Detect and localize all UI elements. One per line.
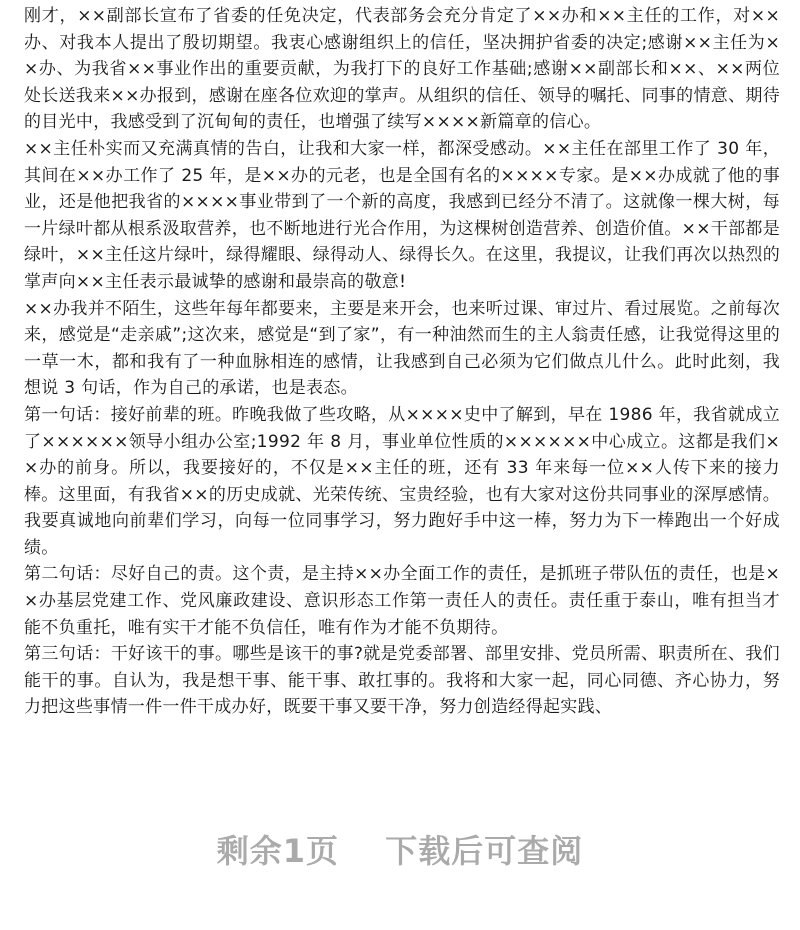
download-prompt[interactable] [0, 826, 800, 872]
paragraph-1: 刚才，××副部长宣布了省委的任免决定，代表部务会充分肯定了××办和××主任的工作，对××办、对我本人提出了殷切期望。我衷心感谢组织上的信任，坚决拥护省委的决定;感谢××主任为××办、为我省××事业作出的重要贡献，为我打下的良好工作基础;感谢××副部长和××、××两位处长送我来××办报到，感谢在座各位欢迎的掌声。从组织的信任、领导的嘱托、同事的情意、期待的目光中，我感受到了沉甸甸的责任，也增强了续写××××新篇章的信心。 [24, 6, 780, 133]
paragraph-5: 第二句话：尽好自己的责。这个责，是主持××办全面工作的责任，是抓班子带队伍的责任，也是××办基层党建工作、党风廉政建设、意识形态工作第一责任人的责任。责任重于泰山，唯有担当才能不负重托，唯有实干才能不负信任，唯有作为才能不负期待。 [24, 564, 780, 638]
paragraph-2: ××主任朴实而又充满真情的告白，让我和大家一样，都深受感动。××主任在部里工作了 30 年，其间在××办工作了 25 年，是××办的元老，也是全国有名的××××专家。是××办成就了他的事业，还是他把我省的××××事业带到了一个新的高度，我感到已经分不清了。这就像一棵大树，每一片绿叶都从根系汲取营养，也不断地进行光合作用，为这棵树创造营养、创造价值。××干部都是绿叶，××主任这片绿叶，绿得耀眼、绿得动人、绿得长久。在这里，我提议，让我们再次以热烈的掌声向××主任表示最诚挚的感谢和最崇高的敬意! [24, 138, 780, 292]
paragraph-3: ××办我并不陌生，这些年每年都要来，主要是来开会，也来听过课、审过片、看过展览。之前每次来，感觉是“走亲戚”;这次来，感觉是“到了家”，有一种油然而生的主人翁责任感，让我觉得这里的一草一木，都和我有了一种血脉相连的感情，让我感到自己必须为它们做点儿什么。此时此刻，我想说 3 句话，作为自己的承诺，也是表态。 [24, 298, 780, 399]
download-to-view-label[interactable]: 下载后可查阅 [385, 832, 584, 870]
paragraph-4: 第一句话：接好前辈的班。昨晚我做了些攻略，从××××史中了解到，早在 1986 年，我省就成立了××××××领导小组办公室;1992 年 8 月，事业单位性质的××××××中心成立。这都是我们××办的前身。所以，我要接好的，不仅是××主任的班，还有 33 年来每一位××人传下来的接力棒。这里面，有我省××的历史成就、光荣传统、宝贵经验，也有大家对这份共同事业的深厚感情。我要真诚地向前辈们学习，向每一位同事学习，努力跑好手中这一棒，努力为下一棒跑出一个好成绩。 [24, 404, 780, 558]
remaining-pages-label[interactable]: 剩余1页 [216, 832, 340, 870]
paragraph-6: 第三句话：干好该干的事。哪些是该干的事?就是党委部署、部里安排、党员所需、职责所在、我们能干的事。自认为，我是想干事、能干事、敢扛事的。我将和大家一起，同心同德、齐心协力，努力把这些事情一件一件干成办好，既要干事又要干净，努力创造经得起实践、 [24, 644, 780, 718]
